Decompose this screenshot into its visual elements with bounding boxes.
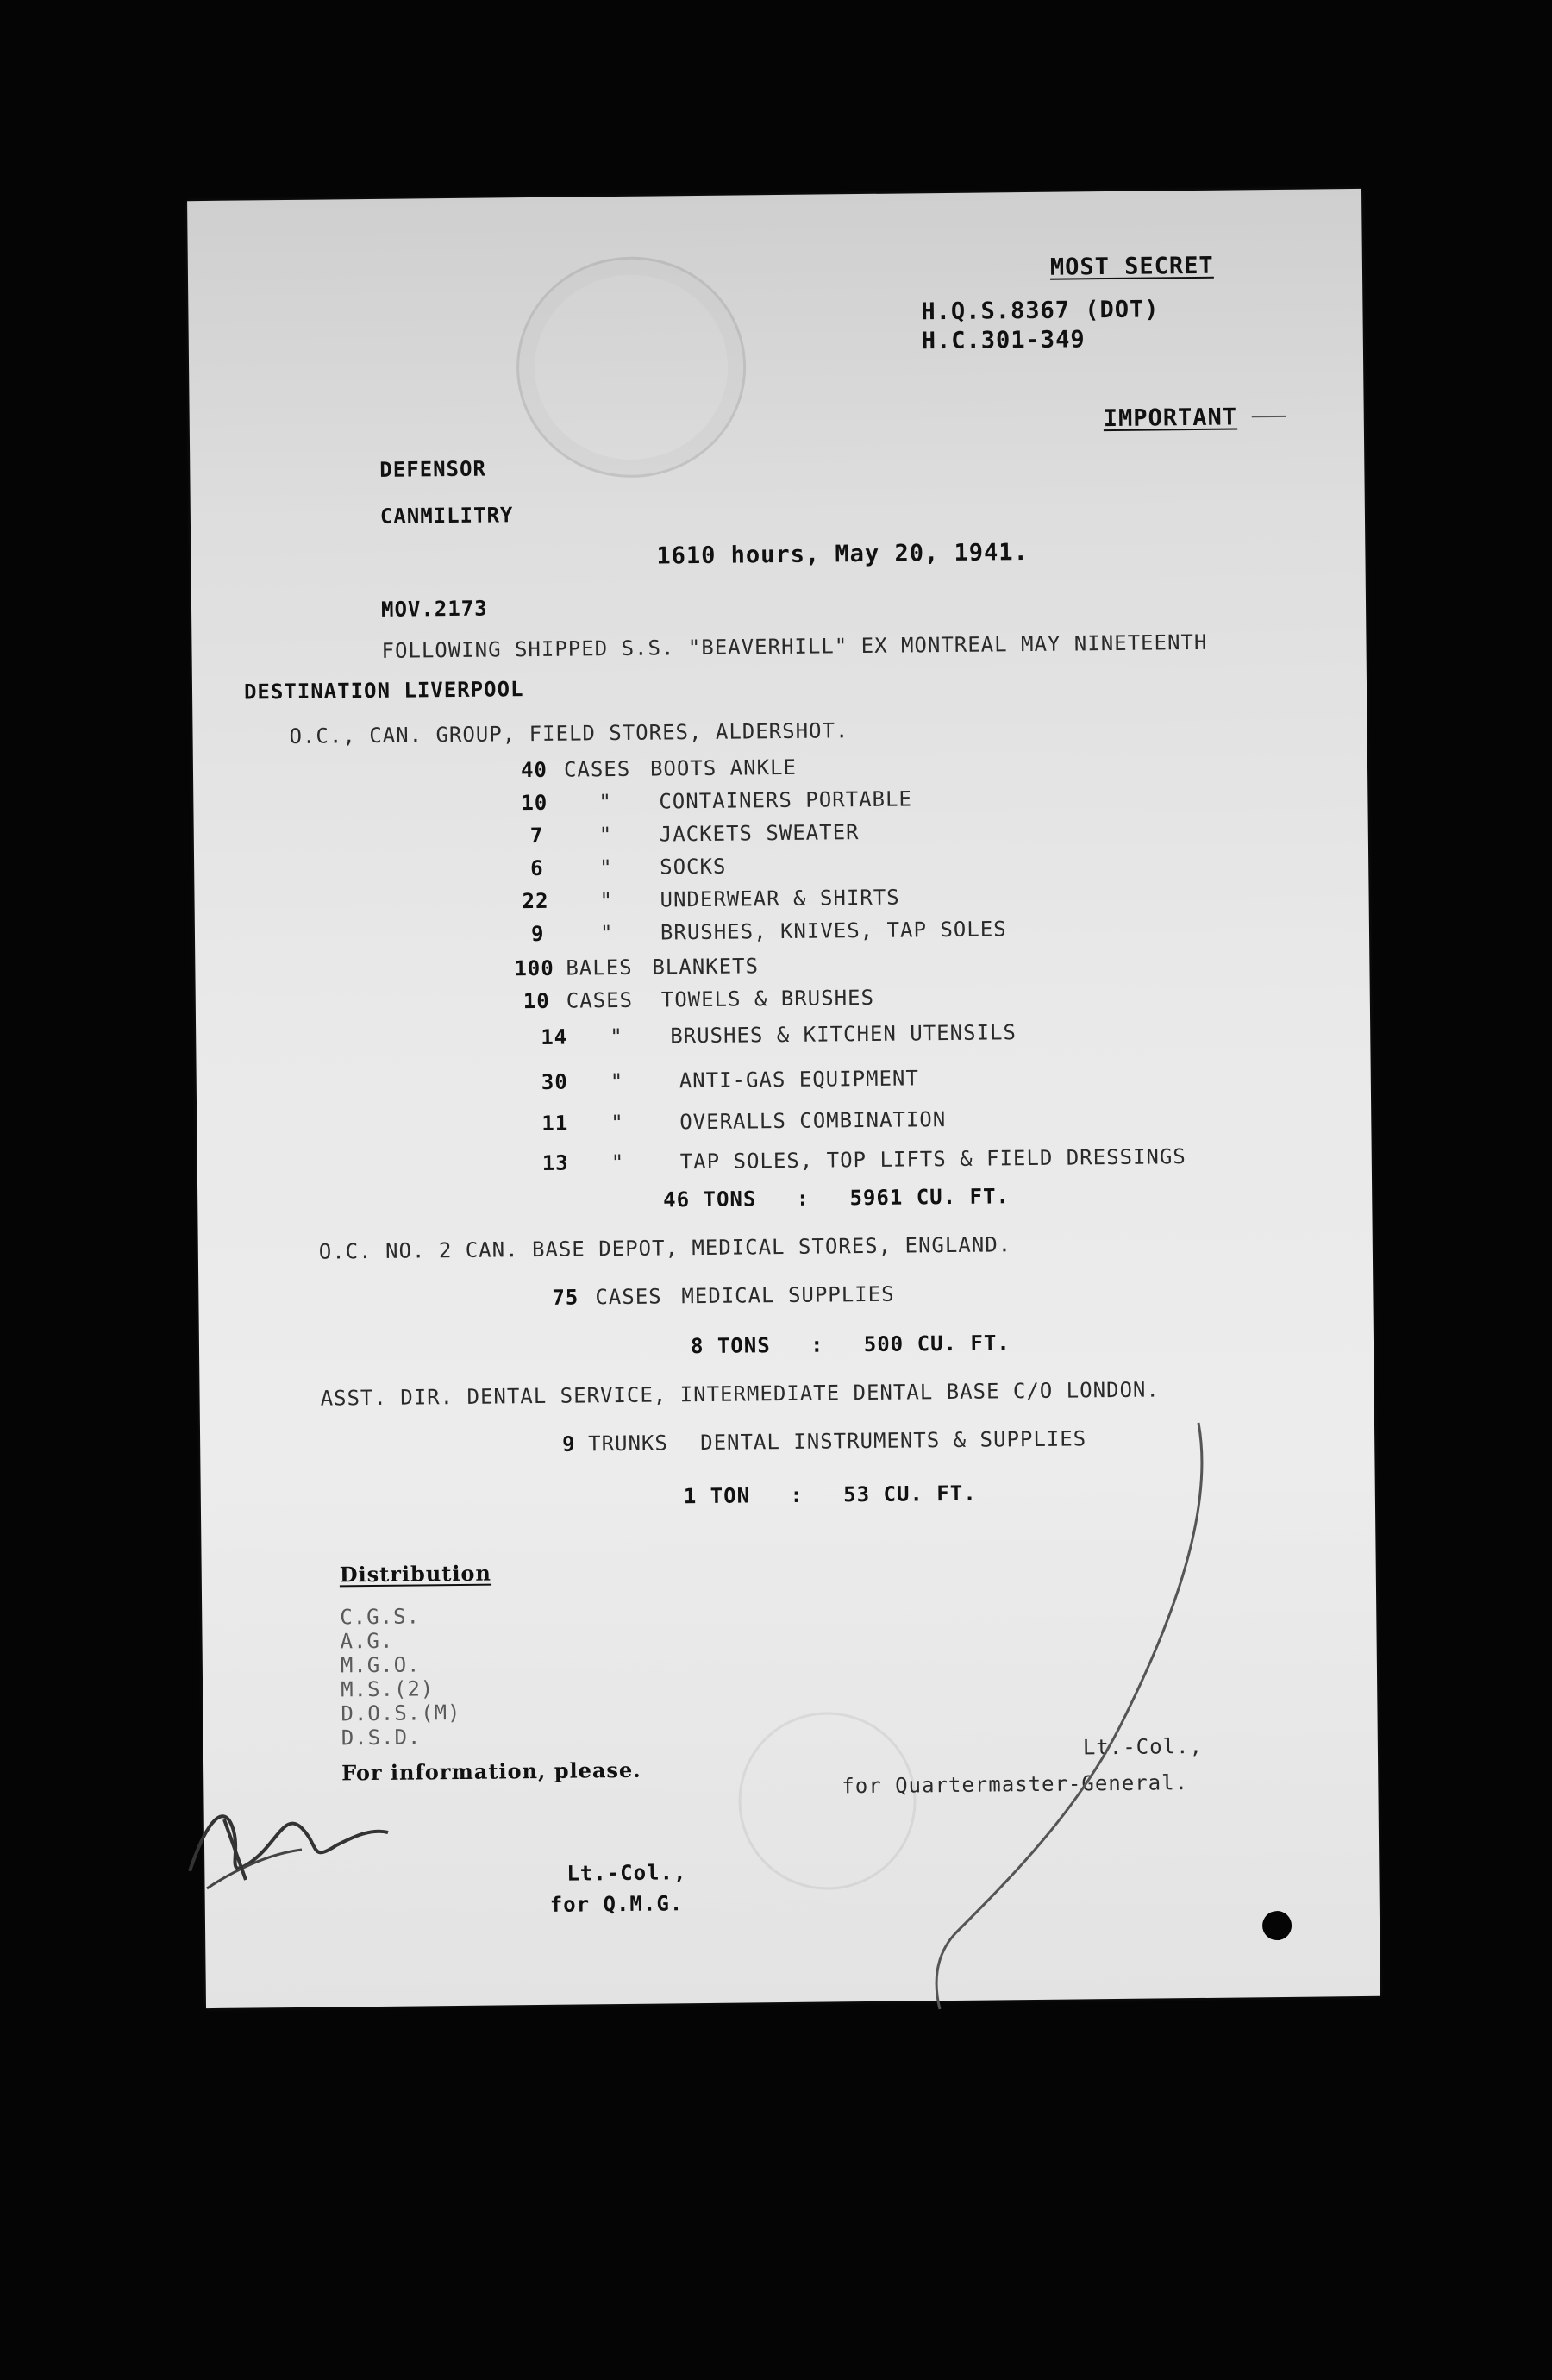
item-unit: CASES (563, 756, 631, 782)
item-desc: TAP SOLES, TOP LIFTS & FIELD DRESSINGS (679, 1144, 1186, 1174)
item-desc: TOWELS & BRUSHES (660, 985, 875, 1012)
consignee-2: O.C. NO. 2 CAN. BASE DEPOT, MEDICAL STORES, ENGLAND. (318, 1232, 1012, 1264)
message-number: MOV.2173 (380, 596, 488, 622)
item-qty: 11 (541, 1111, 569, 1136)
distribution-entry: M.G.O. (340, 1652, 421, 1678)
item-desc: OVERALLS COMBINATION (679, 1107, 947, 1135)
item-unit: " (598, 823, 613, 848)
item-qty: 9 (562, 1431, 576, 1456)
classification-label: MOST SECRET (1049, 252, 1214, 281)
item-desc: ANTI-GAS EQUIPMENT (679, 1066, 920, 1093)
faint-stamp (737, 1711, 917, 1890)
handwritten-signature (172, 1768, 397, 1906)
distribution-heading: Distribution (339, 1560, 492, 1588)
addressee: DEFENSOR (379, 456, 487, 482)
pencil-mark (905, 1414, 1216, 2018)
rank-left: Lt.-Col., (566, 1860, 687, 1886)
margin-mark (1252, 416, 1286, 417)
item-unit: CASES (566, 987, 634, 1013)
item-unit: " (599, 921, 614, 946)
priority-label: IMPORTANT (1103, 404, 1238, 433)
item-unit: BALES (566, 955, 633, 980)
reference-number-1: H.Q.S.8367 (DOT) (921, 296, 1160, 326)
item-unit: TRUNKS (588, 1431, 669, 1456)
item-qty: 30 (541, 1069, 568, 1094)
punch-hole (1262, 1911, 1292, 1940)
item-qty: 100 (514, 955, 554, 981)
reference-number-2: H.C.301-349 (921, 326, 1086, 355)
item-qty: 7 (529, 823, 544, 849)
item-qty: 10 (523, 988, 550, 1014)
consignment-2-total: 8 TONS : 500 CU. FT. (690, 1331, 1011, 1359)
item-desc: MEDICAL SUPPLIES (681, 1281, 895, 1309)
signatory-left: for Q.M.G. (549, 1891, 684, 1917)
distribution-entry: C.G.S. (340, 1604, 421, 1630)
item-unit: " (610, 1068, 624, 1094)
item-unit: " (598, 790, 612, 815)
item-desc: BLANKETS (652, 954, 760, 980)
item-qty: 14 (541, 1024, 568, 1049)
item-desc: CONTAINERS PORTABLE (659, 786, 913, 814)
sender: CANMILITRY (379, 503, 514, 529)
item-qty: 10 (521, 790, 548, 816)
item-qty: 9 (530, 921, 545, 947)
consignment-1-total: 46 TONS : 5961 CU. FT. (663, 1184, 1011, 1212)
item-qty: 6 (530, 855, 544, 881)
distribution-entry: D.S.D. (341, 1725, 422, 1751)
item-desc: BRUSHES & KITCHEN UTENSILS (670, 1020, 1017, 1049)
item-unit: " (610, 1024, 623, 1049)
rank-right: Lt.-Col., (1082, 1733, 1204, 1760)
embossed-seal (516, 255, 748, 479)
item-unit: CASES (595, 1284, 662, 1310)
distribution-entry: A.G. (340, 1628, 394, 1654)
item-desc: BRUSHES, KNIVES, TAP SOLES (660, 917, 1007, 945)
item-unit: " (610, 1110, 624, 1136)
shipment-line: FOLLOWING SHIPPED S.S. "BEAVERHILL" EX MONTREAL MAY NINETEENTH (381, 629, 1208, 663)
item-qty: 40 (520, 757, 548, 783)
date-time: 1610 hours, May 20, 1941. (656, 538, 1029, 570)
item-qty: 75 (552, 1285, 579, 1310)
signatory-right: for Quartermaster-General. (842, 1770, 1189, 1799)
item-unit: " (599, 855, 613, 880)
consignee-3: ASST. DIR. DENTAL SERVICE, INTERMEDIATE DENTAL BASE C/O LONDON. (320, 1377, 1161, 1411)
item-unit: " (599, 888, 614, 913)
distribution-entry: D.O.S.(M) (341, 1700, 461, 1726)
item-desc: JACKETS SWEATER (659, 820, 860, 847)
item-qty: 22 (522, 888, 549, 914)
information-note: For information, please. (341, 1757, 641, 1786)
consignee-1: O.C., CAN. GROUP, FIELD STORES, ALDERSHOT. (289, 718, 849, 748)
consignment-3-total: 1 TON : 53 CU. FT. (683, 1481, 977, 1509)
item-qty: 13 (541, 1150, 569, 1175)
item-desc: DENTAL INSTRUMENTS & SUPPLIES (700, 1426, 1087, 1456)
item-unit: " (610, 1149, 625, 1175)
item-desc: BOOTS ANKLE (649, 755, 798, 781)
item-desc: SOCKS (660, 854, 727, 880)
distribution-entry: M.S.(2) (341, 1676, 435, 1702)
destination-line: DESTINATION LIVERPOOL (243, 677, 524, 705)
item-desc: UNDERWEAR & SHIRTS (660, 885, 900, 912)
